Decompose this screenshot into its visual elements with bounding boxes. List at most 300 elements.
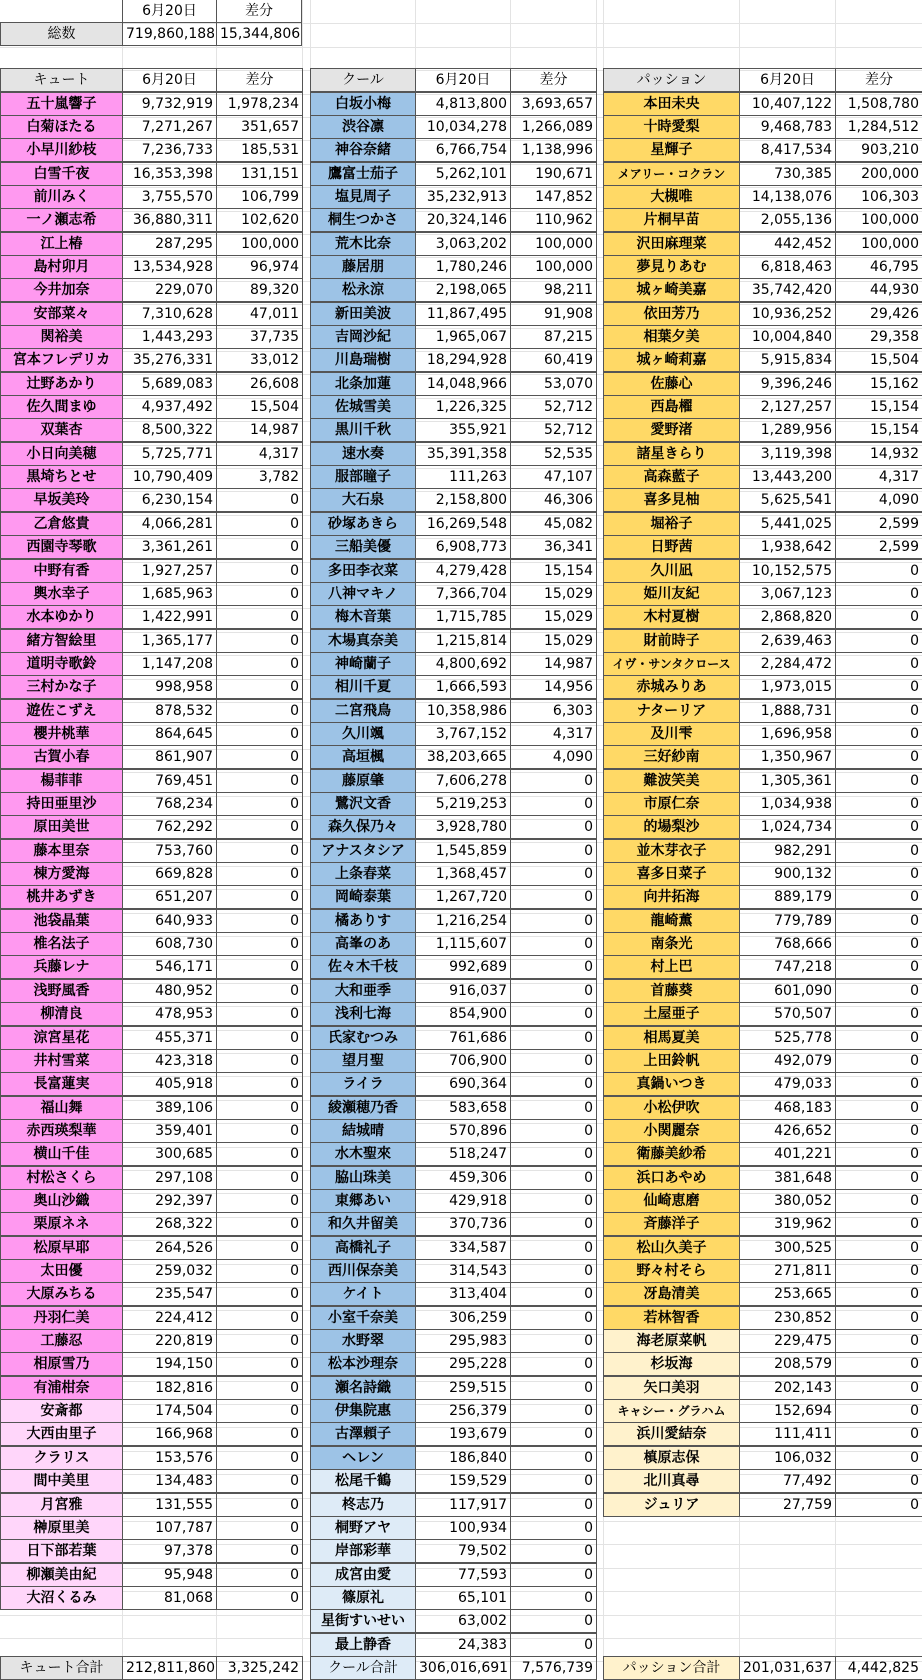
diff-cell: 0 xyxy=(510,1329,597,1353)
idol-name-cell: 成宮由愛 xyxy=(310,1563,416,1587)
diff-cell: 0 xyxy=(835,1422,922,1446)
diff-cell: 4,090 xyxy=(510,745,597,769)
diff-cell: 0 xyxy=(510,1586,597,1610)
idol-name-cell: 関裕美 xyxy=(0,325,123,349)
idol-name-cell: 松本沙理奈 xyxy=(310,1352,416,1376)
count-cell: 4,279,428 xyxy=(415,559,511,583)
count-cell: 651,207 xyxy=(122,885,217,909)
count-cell: 1,267,720 xyxy=(415,885,511,909)
idol-name-cell: 最上静香 xyxy=(310,1633,416,1657)
count-cell: 355,921 xyxy=(415,418,511,442)
diff-cell: 0 xyxy=(216,1446,303,1470)
diff-cell: 0 xyxy=(835,1282,922,1306)
diff-cell: 47,011 xyxy=(216,302,303,326)
count-cell: 4,813,800 xyxy=(415,92,511,116)
count-cell: 608,730 xyxy=(122,932,217,956)
count-cell: 426,652 xyxy=(739,1119,836,1143)
cute-date-header: 6月20日 xyxy=(122,68,217,92)
count-cell: 202,143 xyxy=(739,1376,836,1400)
count-cell: 194,150 xyxy=(122,1352,217,1376)
count-cell: 5,219,253 xyxy=(415,792,511,816)
cute-header: キュート xyxy=(0,68,123,92)
idol-name-cell: 松山久美子 xyxy=(603,1236,740,1260)
count-cell: 63,002 xyxy=(415,1609,511,1633)
diff-cell: 185,531 xyxy=(216,138,303,162)
diff-cell: 0 xyxy=(216,1119,303,1143)
idol-name-cell: ヘレン xyxy=(310,1446,416,1470)
diff-cell: 0 xyxy=(835,1493,922,1517)
idol-name-cell: 衛藤美紗希 xyxy=(603,1142,740,1166)
count-cell: 3,767,152 xyxy=(415,722,511,746)
diff-cell: 131,151 xyxy=(216,162,303,186)
idol-name-cell: 黒埼ちとせ xyxy=(0,465,123,489)
idol-name-cell: 藤本里奈 xyxy=(0,839,123,863)
idol-name-cell: 岡崎泰葉 xyxy=(310,885,416,909)
idol-name-cell: 小日向美穂 xyxy=(0,442,123,466)
idol-name-cell: 難波笑美 xyxy=(603,769,740,793)
count-cell: 13,534,928 xyxy=(122,255,217,279)
diff-cell: 0 xyxy=(835,1096,922,1120)
idol-name-cell: 相原雪乃 xyxy=(0,1352,123,1376)
idol-name-cell: 松永涼 xyxy=(310,278,416,302)
count-cell: 370,736 xyxy=(415,1212,511,1236)
diff-cell: 0 xyxy=(835,885,922,909)
idol-name-cell: 日下部若葉 xyxy=(0,1539,123,1563)
diff-cell: 0 xyxy=(835,1049,922,1073)
count-cell: 7,366,704 xyxy=(415,582,511,606)
count-cell: 459,306 xyxy=(415,1166,511,1190)
diff-cell: 14,956 xyxy=(510,675,597,699)
diff-cell: 14,987 xyxy=(216,418,303,442)
diff-cell: 0 xyxy=(216,792,303,816)
diff-cell: 0 xyxy=(510,1609,597,1633)
idol-name-cell: 上田鈴帆 xyxy=(603,1049,740,1073)
idol-name-cell: 双葉杏 xyxy=(0,418,123,442)
diff-cell: 0 xyxy=(216,1049,303,1073)
idol-name-cell: 望月聖 xyxy=(310,1049,416,1073)
idol-name-cell: 岸部彩華 xyxy=(310,1539,416,1563)
idol-name-cell: 古賀小春 xyxy=(0,745,123,769)
count-cell: 230,852 xyxy=(739,1306,836,1330)
count-cell: 706,900 xyxy=(415,1049,511,1073)
count-cell: 8,417,534 xyxy=(739,138,836,162)
diff-cell: 0 xyxy=(835,1189,922,1213)
diff-cell: 0 xyxy=(835,769,922,793)
count-cell: 264,526 xyxy=(122,1236,217,1260)
idol-name-cell: 東郷あい xyxy=(310,1189,416,1213)
count-cell: 405,918 xyxy=(122,1072,217,1096)
count-cell: 152,694 xyxy=(739,1399,836,1423)
diff-cell: 1,284,512 xyxy=(835,115,922,139)
idol-name-cell: 喜多見柚 xyxy=(603,488,740,512)
count-cell: 297,108 xyxy=(122,1166,217,1190)
count-cell: 314,543 xyxy=(415,1259,511,1283)
count-cell: 229,475 xyxy=(739,1329,836,1353)
diff-cell: 37,735 xyxy=(216,325,303,349)
idol-name-cell: 大和亜季 xyxy=(310,979,416,1003)
idol-name-cell: 長富蓮実 xyxy=(0,1072,123,1096)
count-cell: 518,247 xyxy=(415,1142,511,1166)
diff-cell: 0 xyxy=(835,815,922,839)
diff-cell: 0 xyxy=(216,488,303,512)
idol-name-cell: 水野翠 xyxy=(310,1329,416,1353)
diff-cell: 52,712 xyxy=(510,395,597,419)
idol-name-cell: 吉岡沙紀 xyxy=(310,325,416,349)
idol-name-cell: 島村卯月 xyxy=(0,255,123,279)
idol-name-cell: 伊集院惠 xyxy=(310,1399,416,1423)
idol-name-cell: 星街すいせい xyxy=(310,1609,416,1633)
count-cell: 5,915,834 xyxy=(739,348,836,372)
diff-cell: 15,154 xyxy=(835,395,922,419)
diff-cell: 0 xyxy=(216,1212,303,1236)
idol-name-cell: 十時愛梨 xyxy=(603,115,740,139)
diff-cell: 0 xyxy=(835,559,922,583)
count-cell: 480,952 xyxy=(122,979,217,1003)
count-cell: 306,259 xyxy=(415,1306,511,1330)
count-cell: 111,411 xyxy=(739,1422,836,1446)
diff-cell: 0 xyxy=(835,1469,922,1493)
passion-total-diff: 4,442,825 xyxy=(835,1656,922,1680)
diff-cell: 190,671 xyxy=(510,162,597,186)
idol-name-cell: 浜口あやめ xyxy=(603,1166,740,1190)
idol-name-cell: 黒川千秋 xyxy=(310,418,416,442)
idol-name-cell: 水本ゆかり xyxy=(0,605,123,629)
count-cell: 861,907 xyxy=(122,745,217,769)
idol-name-cell: 木村夏樹 xyxy=(603,605,740,629)
diff-cell: 0 xyxy=(216,839,303,863)
count-cell: 182,816 xyxy=(122,1376,217,1400)
diff-cell: 87,215 xyxy=(510,325,597,349)
idol-name-cell: ケイト xyxy=(310,1282,416,1306)
idol-name-cell: 篠原礼 xyxy=(310,1586,416,1610)
count-cell: 259,515 xyxy=(415,1376,511,1400)
diff-cell: 0 xyxy=(510,1399,597,1423)
idol-name-cell: 藤原肇 xyxy=(310,769,416,793)
count-cell: 3,119,398 xyxy=(739,442,836,466)
diff-cell: 106,799 xyxy=(216,185,303,209)
count-cell: 3,755,570 xyxy=(122,185,217,209)
diff-cell: 0 xyxy=(216,1376,303,1400)
diff-cell: 96,974 xyxy=(216,255,303,279)
idol-name-cell: 大石泉 xyxy=(310,488,416,512)
diff-cell: 0 xyxy=(216,1026,303,1050)
diff-cell: 100,000 xyxy=(216,232,303,256)
idol-name-cell: 若林智香 xyxy=(603,1306,740,1330)
count-cell: 1,226,325 xyxy=(415,395,511,419)
idol-name-cell: 向井拓海 xyxy=(603,885,740,909)
idol-name-cell: 小松伊吹 xyxy=(603,1096,740,1120)
idol-name-cell: 城ヶ崎莉嘉 xyxy=(603,348,740,372)
diff-cell: 46,306 xyxy=(510,488,597,512)
diff-cell: 0 xyxy=(510,1119,597,1143)
diff-cell: 0 xyxy=(216,629,303,653)
idol-name-cell: 的場梨沙 xyxy=(603,815,740,839)
idol-name-cell: 福山舞 xyxy=(0,1096,123,1120)
idol-name-cell: 兵藤レナ xyxy=(0,955,123,979)
count-cell: 95,948 xyxy=(122,1563,217,1587)
count-cell: 7,606,278 xyxy=(415,769,511,793)
idol-name-cell: 砂塚あきら xyxy=(310,512,416,536)
idol-name-cell: 緒方智絵里 xyxy=(0,629,123,653)
diff-cell: 0 xyxy=(216,1282,303,1306)
diff-cell: 0 xyxy=(835,1212,922,1236)
diff-cell: 0 xyxy=(510,1446,597,1470)
idol-name-cell: 太田優 xyxy=(0,1259,123,1283)
idol-name-cell: 喜多日菜子 xyxy=(603,862,740,886)
count-cell: 1,024,734 xyxy=(739,815,836,839)
idol-name-cell: 佐久間まゆ xyxy=(0,395,123,419)
count-cell: 259,032 xyxy=(122,1259,217,1283)
count-cell: 65,101 xyxy=(415,1586,511,1610)
diff-cell: 3,693,657 xyxy=(510,92,597,116)
diff-cell: 0 xyxy=(835,1376,922,1400)
cool-date-header: 6月20日 xyxy=(415,68,511,92)
idol-name-cell: 川島瑞樹 xyxy=(310,348,416,372)
idol-name-cell: 矢口美羽 xyxy=(603,1376,740,1400)
count-cell: 9,468,783 xyxy=(739,115,836,139)
total-label: 総数 xyxy=(0,22,123,46)
idol-name-cell: 丹羽仁美 xyxy=(0,1306,123,1330)
idol-name-cell: 乙倉悠貴 xyxy=(0,512,123,536)
idol-name-cell: ライラ xyxy=(310,1072,416,1096)
diff-cell: 14,932 xyxy=(835,442,922,466)
count-cell: 982,291 xyxy=(739,839,836,863)
diff-cell: 14,987 xyxy=(510,652,597,676)
idol-name-cell: 小関麗奈 xyxy=(603,1119,740,1143)
diff-cell: 0 xyxy=(510,792,597,816)
count-cell: 14,138,076 xyxy=(739,185,836,209)
idol-name-cell: 三村かな子 xyxy=(0,675,123,699)
diff-cell: 0 xyxy=(510,815,597,839)
idol-name-cell: 楊菲菲 xyxy=(0,769,123,793)
diff-cell: 0 xyxy=(216,885,303,909)
count-cell: 4,937,492 xyxy=(122,395,217,419)
diff-cell: 0 xyxy=(510,1633,597,1657)
idol-name-cell: 結城晴 xyxy=(310,1119,416,1143)
diff-cell: 0 xyxy=(216,1306,303,1330)
diff-cell: 0 xyxy=(510,862,597,886)
diff-cell: 0 xyxy=(216,722,303,746)
idol-name-cell: 相馬夏美 xyxy=(603,1026,740,1050)
idol-name-cell: 新田美波 xyxy=(310,302,416,326)
diff-cell: 29,426 xyxy=(835,302,922,326)
count-cell: 730,385 xyxy=(739,162,836,186)
diff-cell: 0 xyxy=(216,862,303,886)
count-cell: 5,625,541 xyxy=(739,488,836,512)
idol-name-cell: 村松さくら xyxy=(0,1166,123,1190)
idol-name-cell: 野々村そら xyxy=(603,1259,740,1283)
idol-name-cell: 間中美里 xyxy=(0,1469,123,1493)
diff-cell: 0 xyxy=(510,909,597,933)
idol-name-cell: 荒木比奈 xyxy=(310,232,416,256)
idol-name-cell: 速水奏 xyxy=(310,442,416,466)
diff-cell: 0 xyxy=(835,722,922,746)
count-cell: 1,666,593 xyxy=(415,675,511,699)
idol-name-cell: 杉坂海 xyxy=(603,1352,740,1376)
diff-cell: 0 xyxy=(216,699,303,723)
diff-cell: 98,211 xyxy=(510,278,597,302)
idol-name-cell: 佐藤心 xyxy=(603,372,740,396)
diff-cell: 0 xyxy=(835,1236,922,1260)
idol-name-cell: 佐々木千枝 xyxy=(310,955,416,979)
count-cell: 253,665 xyxy=(739,1282,836,1306)
count-cell: 9,396,246 xyxy=(739,372,836,396)
idol-name-cell: 大沼くるみ xyxy=(0,1586,123,1610)
idol-name-cell: クラリス xyxy=(0,1446,123,1470)
count-cell: 292,397 xyxy=(122,1189,217,1213)
count-cell: 271,811 xyxy=(739,1259,836,1283)
count-cell: 380,052 xyxy=(739,1189,836,1213)
diff-cell: 0 xyxy=(835,652,922,676)
idol-name-cell: 桐生つかさ xyxy=(310,208,416,232)
diff-cell: 0 xyxy=(216,652,303,676)
count-cell: 313,404 xyxy=(415,1282,511,1306)
diff-cell: 1,138,996 xyxy=(510,138,597,162)
count-cell: 35,232,913 xyxy=(415,185,511,209)
idol-name-cell: 冴島清美 xyxy=(603,1282,740,1306)
count-cell: 159,529 xyxy=(415,1469,511,1493)
diff-cell: 0 xyxy=(216,1516,303,1540)
count-cell: 1,696,958 xyxy=(739,722,836,746)
idol-name-cell: 浅野風香 xyxy=(0,979,123,1003)
count-cell: 256,379 xyxy=(415,1399,511,1423)
count-cell: 998,958 xyxy=(122,675,217,699)
count-cell: 77,593 xyxy=(415,1563,511,1587)
count-cell: 111,263 xyxy=(415,465,511,489)
idol-name-cell: 鷹富士茄子 xyxy=(310,162,416,186)
count-cell: 38,203,665 xyxy=(415,745,511,769)
diff-cell: 0 xyxy=(510,769,597,793)
diff-cell: 0 xyxy=(835,862,922,886)
idol-name-cell: 三船美優 xyxy=(310,535,416,559)
diff-cell: 0 xyxy=(510,1282,597,1306)
count-cell: 10,034,278 xyxy=(415,115,511,139)
count-cell: 5,725,771 xyxy=(122,442,217,466)
diff-cell: 0 xyxy=(510,1469,597,1493)
count-cell: 401,221 xyxy=(739,1142,836,1166)
idol-name-cell: 一ノ瀬志希 xyxy=(0,208,123,232)
idol-name-cell: 日野茜 xyxy=(603,535,740,559)
diff-cell: 0 xyxy=(510,932,597,956)
idol-name-cell: 和久井留美 xyxy=(310,1212,416,1236)
count-cell: 4,066,281 xyxy=(122,512,217,536)
diff-cell: 0 xyxy=(510,1026,597,1050)
diff-cell: 0 xyxy=(510,1212,597,1236)
diff-cell: 2,599 xyxy=(835,535,922,559)
diff-cell: 0 xyxy=(216,932,303,956)
count-cell: 10,936,252 xyxy=(739,302,836,326)
diff-cell: 15,154 xyxy=(510,559,597,583)
diff-cell: 0 xyxy=(510,979,597,1003)
count-cell: 106,032 xyxy=(739,1446,836,1470)
count-cell: 20,324,146 xyxy=(415,208,511,232)
idol-name-cell: 諸星きらり xyxy=(603,442,740,466)
count-cell: 3,928,780 xyxy=(415,815,511,839)
diff-cell: 0 xyxy=(216,745,303,769)
idol-name-cell: 瀬名詩織 xyxy=(310,1376,416,1400)
count-cell: 295,228 xyxy=(415,1352,511,1376)
idol-name-cell: 椎名法子 xyxy=(0,932,123,956)
idol-name-cell: 鷺沢文香 xyxy=(310,792,416,816)
idol-name-cell: 沢田麻理菜 xyxy=(603,232,740,256)
diff-cell: 0 xyxy=(216,1002,303,1026)
idol-name-cell: 塩見周子 xyxy=(310,185,416,209)
diff-cell: 100,000 xyxy=(835,232,922,256)
count-cell: 1,685,963 xyxy=(122,582,217,606)
idol-name-cell: 槙原志保 xyxy=(603,1446,740,1470)
diff-cell: 0 xyxy=(510,1516,597,1540)
count-cell: 11,867,495 xyxy=(415,302,511,326)
count-cell: 2,055,136 xyxy=(739,208,836,232)
cool-total-value: 306,016,691 xyxy=(415,1656,511,1680)
count-cell: 1,888,731 xyxy=(739,699,836,723)
count-cell: 229,070 xyxy=(122,278,217,302)
count-cell: 762,292 xyxy=(122,815,217,839)
idol-name-cell: 西川保奈美 xyxy=(310,1259,416,1283)
idol-name-cell: 斉藤洋子 xyxy=(603,1212,740,1236)
diff-cell: 52,535 xyxy=(510,442,597,466)
diff-cell: 36,341 xyxy=(510,535,597,559)
count-cell: 479,033 xyxy=(739,1072,836,1096)
idol-name-cell: 中野有香 xyxy=(0,559,123,583)
idol-name-cell: 久川凪 xyxy=(603,559,740,583)
count-cell: 174,504 xyxy=(122,1399,217,1423)
count-cell: 300,525 xyxy=(739,1236,836,1260)
idol-name-cell: 赤城みりあ xyxy=(603,675,740,699)
diff-cell: 2,599 xyxy=(835,512,922,536)
count-cell: 1,965,067 xyxy=(415,325,511,349)
diff-cell: 100,000 xyxy=(510,232,597,256)
idol-name-cell: 宮本フレデリカ xyxy=(0,348,123,372)
diff-cell: 0 xyxy=(835,1306,922,1330)
diff-cell: 106,303 xyxy=(835,185,922,209)
idol-name-cell: 相川千夏 xyxy=(310,675,416,699)
count-cell: 7,271,267 xyxy=(122,115,217,139)
diff-cell: 0 xyxy=(216,1329,303,1353)
diff-cell: 100,000 xyxy=(835,208,922,232)
idol-name-cell: 安部菜々 xyxy=(0,302,123,326)
passion-diff-header: 差分 xyxy=(835,68,922,92)
idol-name-cell: 財前時子 xyxy=(603,629,740,653)
diff-cell: 0 xyxy=(216,1563,303,1587)
count-cell: 1,545,859 xyxy=(415,839,511,863)
count-cell: 36,880,311 xyxy=(122,208,217,232)
count-cell: 640,933 xyxy=(122,909,217,933)
cute-total-diff: 3,325,242 xyxy=(216,1656,303,1680)
count-cell: 5,689,083 xyxy=(122,372,217,396)
idol-name-cell: アナスタシア xyxy=(310,839,416,863)
diff-cell: 0 xyxy=(510,1189,597,1213)
idol-name-cell: 二宮飛鳥 xyxy=(310,699,416,723)
idol-name-cell: 持田亜里沙 xyxy=(0,792,123,816)
diff-cell: 0 xyxy=(835,1119,922,1143)
idol-name-cell: 浅利七海 xyxy=(310,1002,416,1026)
diff-cell: 0 xyxy=(835,1329,922,1353)
idol-name-cell: 夢見りあむ xyxy=(603,255,740,279)
count-cell: 2,639,463 xyxy=(739,629,836,653)
diff-cell: 0 xyxy=(510,1422,597,1446)
diff-cell: 15,162 xyxy=(835,372,922,396)
diff-cell: 0 xyxy=(216,1539,303,1563)
diff-cell: 0 xyxy=(835,1142,922,1166)
idol-name-cell: 久川颯 xyxy=(310,722,416,746)
idol-name-cell: イヴ・サンタクロース xyxy=(603,652,740,676)
idol-name-cell: 首藤葵 xyxy=(603,979,740,1003)
idol-name-cell: 浜川愛結奈 xyxy=(603,1422,740,1446)
count-cell: 2,127,257 xyxy=(739,395,836,419)
diff-cell: 0 xyxy=(835,582,922,606)
count-cell: 3,067,123 xyxy=(739,582,836,606)
